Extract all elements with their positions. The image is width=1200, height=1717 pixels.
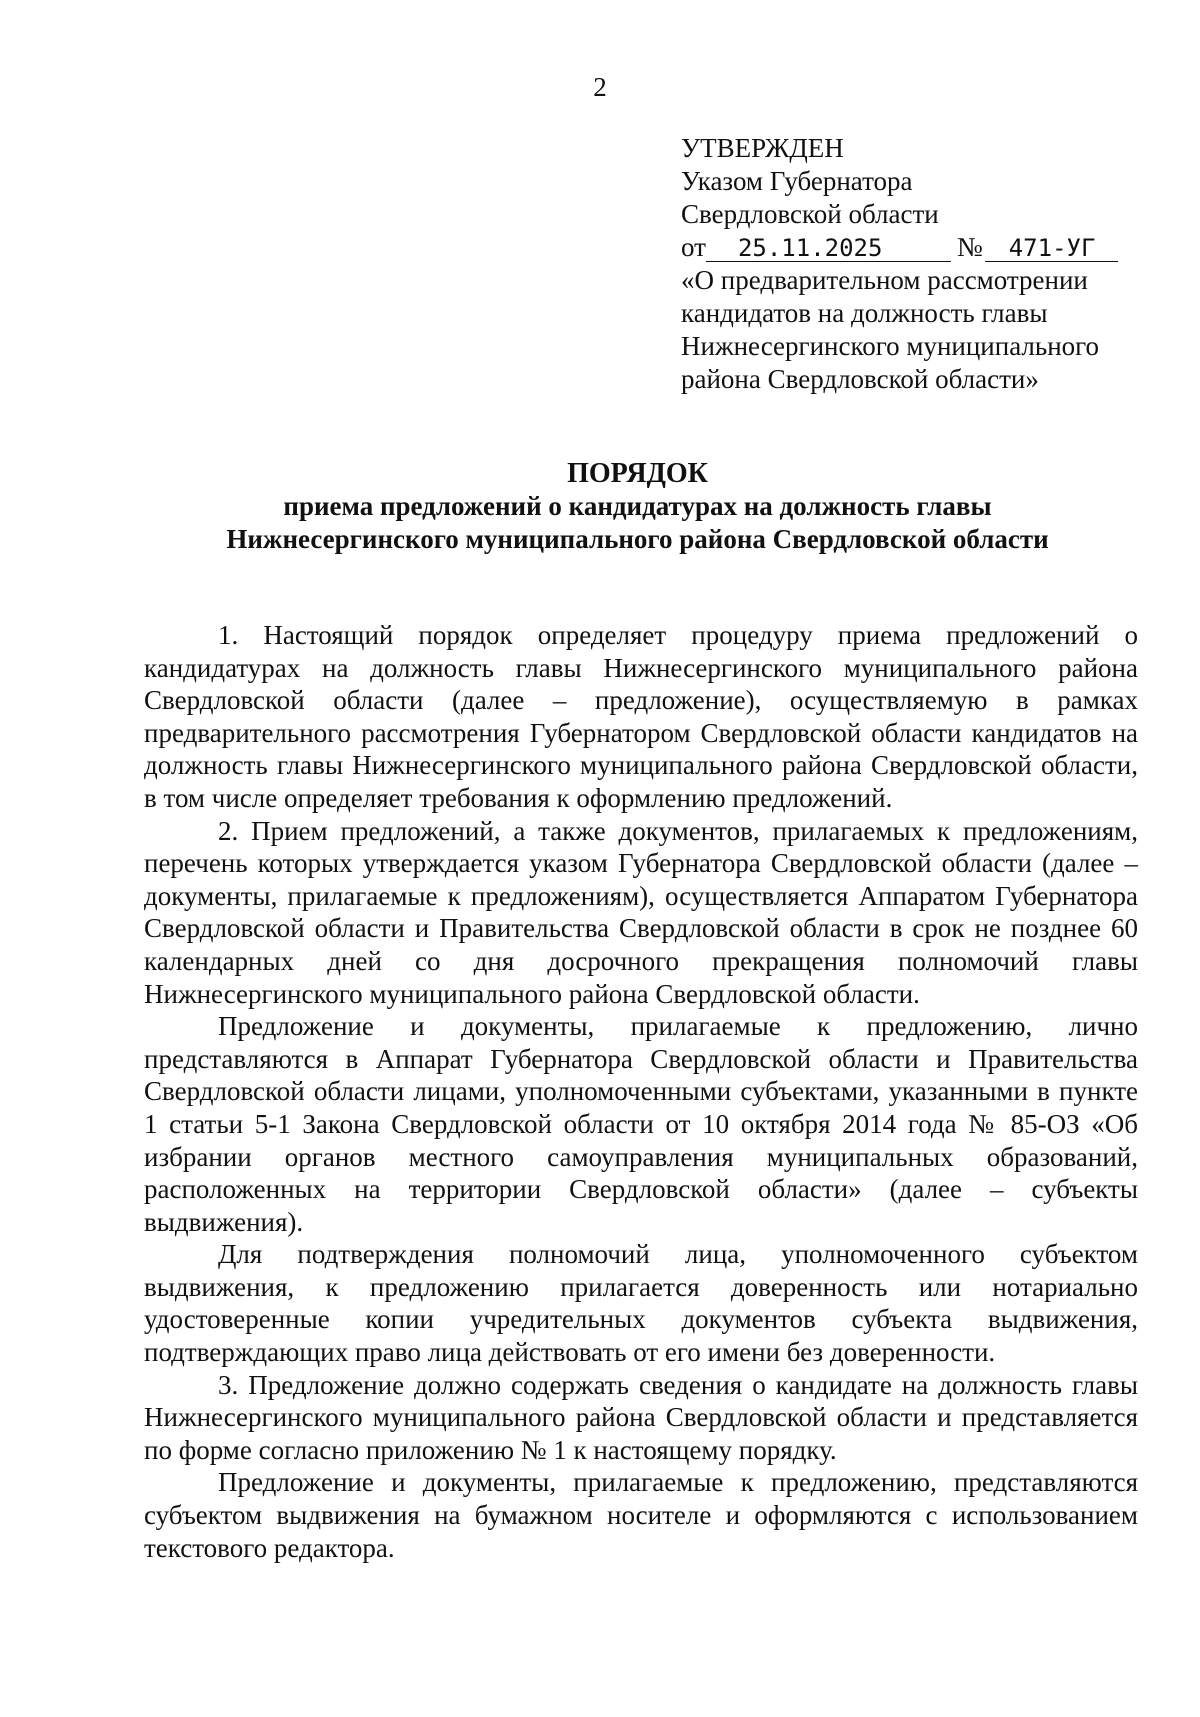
date-prefix: от: [681, 232, 706, 262]
decree-date-number-line: [681, 231, 1161, 264]
number-sign: №: [956, 232, 983, 262]
approved-region-label: Свердловской области: [681, 199, 939, 229]
document-title: ПОРЯДОК: [567, 458, 708, 489]
decree-number: 471-УГ: [985, 235, 1118, 262]
body-paragraph: Для подтверждения полномочий лица, уполномоченного субъектом выдвижения, к предложению прилагается доверенность или нотариально удостоверенные копии учредительных документов субъекта выдвижения, подтверждающих право лица действовать от его имени без доверенности.: [144, 1239, 1138, 1368]
body-paragraph: Предложение и документы, прилагаемые к предложению, представляются субъектом выдвижения на бумажном носителе и оформляются с использованием текстового редактора.: [144, 1467, 1138, 1563]
decree-title-line: кандидатов на должность главы: [681, 298, 1048, 328]
decree-date: 25.11.2025: [706, 235, 951, 262]
document-subtitle-line: Нижнесергинского муниципального района Свердловской области: [226, 524, 1049, 554]
approval-stamp-block: [681, 132, 1161, 396]
approved-by-label: Указом Губернатора: [681, 166, 913, 196]
document-body: [144, 619, 1138, 1564]
body-paragraph: 3. Предложение должно содержать сведения о кандидате на должность главы Нижнесергинского муниципального района Свердловской области и представляется по форме согласно приложению № 1 к настоящему порядку.: [144, 1369, 1138, 1465]
body-paragraph: 2. Прием предложений, а также документов, прилагаемых к предложениям, перечень которых утверждается указом Губернатора Свердловской области (далее – документы, прилагаемые к предложениям), осуществляется Аппаратом Губернатора Свердловской области и Правительства Свердловской области в срок не позднее 60 календарных дней со дня досрочного прекращения полномочий главы Нижнесергинского муниципального района Свердловской области.: [144, 815, 1138, 1009]
decree-title-line: Нижнесергинского муниципального: [681, 331, 1100, 361]
body-paragraph: 1. Настоящий порядок определяет процедуру приема предложений о кандидатурах на должность главы Нижнесергинского муниципального района Свердловской области (далее – предложение), осуществляемую в рамках предварительного рассмотрения Губернатором Свердловской области кандидатов на должность главы Нижнесергинского муниципального района Свердловской области, в том числе определяет требования к оформлению предложений.: [144, 620, 1138, 813]
body-paragraph: Предложение и документы, прилагаемые к предложению, лично представляются в Аппарат Губернатора Свердловской области и Правительства Свердловской области лицами, уполномоченными субъектами, указанными в пункте 1 статьи 5-1 Закона Свердловской области от 10 октября 2014 года № 85-ОЗ «Об избрании органов местного самоуправления муниципальных образований, расположенных на территории Свердловской области» (далее – субъекты выдвижения).: [144, 1011, 1138, 1237]
decree-title-line: «О предварительном рассмотрении: [681, 265, 1088, 295]
page-number: 2: [593, 72, 607, 102]
document-subtitle-line: приема предложений о кандидатурах на должность главы: [283, 491, 992, 521]
decree-title-line: района Свердловской области»: [681, 364, 1039, 394]
approved-label: УТВЕРЖДЕН: [681, 133, 844, 163]
document-title-block: [150, 457, 1125, 556]
